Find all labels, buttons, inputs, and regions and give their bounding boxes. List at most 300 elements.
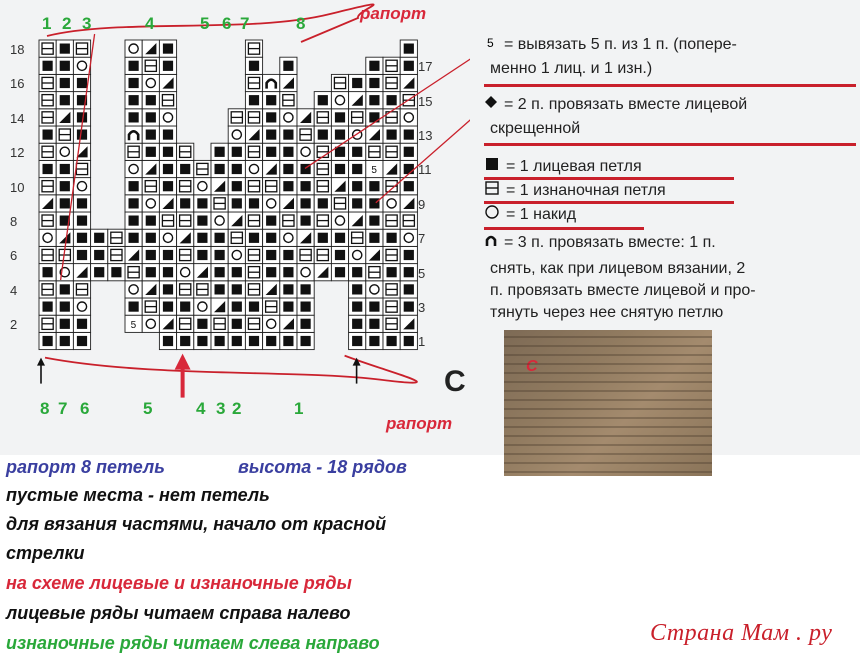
note-empty: пустые места - нет петель (6, 485, 270, 505)
svg-text:5: 5 (487, 36, 494, 50)
row-number-right: 15 (418, 93, 433, 109)
column-number-bottom: 5 (143, 399, 153, 418)
legend-text: = 1 изнаночная петля (506, 182, 666, 200)
knit-stitch-icon (369, 78, 379, 88)
knit-stitch-icon (369, 302, 379, 312)
knit-stitch-icon (352, 147, 362, 157)
knit-stitch-icon (283, 164, 293, 174)
knit-stitch-icon (215, 336, 225, 346)
knit-stitch-icon (335, 112, 345, 122)
knit-stitch-icon (301, 284, 311, 294)
note-height: высота - 18 рядов (238, 457, 407, 477)
chart-cell (194, 178, 211, 195)
knit-stitch-icon (232, 164, 242, 174)
knit-stitch-icon (387, 233, 397, 243)
row-number-left: 14 (10, 110, 25, 126)
chart-cell (142, 315, 159, 332)
chart-cell (228, 126, 245, 143)
knit-texture-line (504, 336, 712, 338)
knit-stitch-icon (129, 302, 139, 312)
knit-stitch-icon (215, 164, 225, 174)
knit-stitch-icon (318, 233, 328, 243)
row-number-left: 16 (10, 76, 25, 92)
knit-stitch-icon (249, 233, 259, 243)
knit-texture-line (504, 471, 712, 473)
knit-stitch-icon (249, 336, 259, 346)
knit-stitch-icon (387, 267, 397, 277)
knit-stitch-icon (111, 267, 121, 277)
chart-cell (142, 281, 159, 298)
legend-row (484, 232, 716, 253)
row-number-left: 6 (10, 248, 18, 264)
legend-text: = 1 лицевая петля (506, 158, 642, 176)
legend-separator (484, 201, 734, 204)
knit-stitch-icon (60, 284, 70, 294)
knit-stitch-icon (77, 198, 87, 208)
knit-stitch-icon (369, 198, 379, 208)
knit-stitch-icon (60, 319, 70, 329)
knit-stitch-icon (266, 130, 276, 140)
knit-stitch-icon (404, 61, 414, 71)
knit-texture-line (504, 408, 712, 410)
knit-texture-line (504, 417, 712, 419)
chart-cell (349, 246, 366, 263)
column-number-bottom: 8 (40, 399, 50, 418)
chart-cell (366, 281, 383, 298)
column-number-bottom: 6 (80, 399, 90, 418)
knit-stitch-icon (146, 216, 156, 226)
legend-text: тянуть через нее снятую петлю (490, 304, 724, 321)
knit-stitch-icon (301, 319, 311, 329)
knit-stitch-icon (404, 164, 414, 174)
knit-stitch-icon (369, 95, 379, 105)
knit-stitch-icon (369, 233, 379, 243)
knit-stitch-icon (232, 336, 242, 346)
chart-cell (211, 212, 228, 229)
knit-stitch-icon (404, 44, 414, 54)
chart-cell (125, 160, 142, 177)
note-parts-2: стрелки (6, 543, 85, 563)
knit-stitch-icon (43, 61, 53, 71)
legend-row (490, 302, 723, 323)
knit-stitch-icon (146, 250, 156, 260)
knit-stitch-icon (266, 95, 276, 105)
column-number-top: 8 (296, 14, 306, 33)
knit-stitch-icon (301, 336, 311, 346)
knit-stitch-icon (404, 336, 414, 346)
knit-stitch-icon (60, 181, 70, 191)
knit-stitch-icon (404, 302, 414, 312)
chart-cell (142, 40, 159, 57)
knit-stitch-icon (215, 233, 225, 243)
row-number-left: 4 (10, 282, 18, 298)
knit-stitch-icon (335, 250, 345, 260)
knit-stitch-icon (283, 130, 293, 140)
knit-stitch-icon (318, 95, 328, 105)
knit-stitch-icon (163, 267, 173, 277)
three-together-icon (484, 232, 498, 253)
repeat-bracket-bottom (45, 356, 417, 383)
chart-cell (73, 178, 90, 195)
legend-row (490, 280, 756, 301)
chart-cell (56, 229, 73, 246)
knit-stitch-icon (232, 181, 242, 191)
knit-stitch-icon (43, 336, 53, 346)
knit-stitch-icon (163, 181, 173, 191)
column-number-top: 6 (222, 14, 232, 33)
knit-stitch-icon (77, 130, 87, 140)
knit-stitch-icon (352, 267, 362, 277)
knit-stitch-icon (197, 250, 207, 260)
knit-stitch-icon (352, 181, 362, 191)
row-number-left: 2 (10, 317, 18, 333)
knit-stitch-icon (318, 130, 328, 140)
column-number-top: 7 (240, 14, 250, 33)
chart-cell (159, 195, 176, 212)
row-number-right: 3 (418, 300, 426, 315)
chart-cell (280, 229, 297, 246)
chart-cell (400, 229, 417, 246)
column-number-bottom: 3 (216, 399, 226, 418)
legend-text: снять, как при лицевом вязании, 2 (490, 260, 746, 277)
knit-stitch-icon (215, 147, 225, 157)
knit-stitch-icon (77, 319, 87, 329)
row-number-left: 12 (10, 145, 25, 161)
row-number-right: 13 (418, 128, 433, 143)
knit-stitch-icon (249, 95, 259, 105)
repeat-bracket-top (47, 4, 374, 42)
legend-text: = 1 накид (506, 206, 577, 224)
knit-stitch-icon (197, 233, 207, 243)
knit-stitch-icon (60, 198, 70, 208)
knit-stitch-icon (266, 267, 276, 277)
knit-stitch-icon (129, 112, 139, 122)
knit-stitch-icon (232, 302, 242, 312)
knit-stitch-icon (232, 319, 242, 329)
knit-stitch-icon (283, 181, 293, 191)
site-watermark: Страна Мам . ру (650, 620, 833, 646)
row-number-left: 18 (10, 42, 25, 57)
row-number-left: 8 (10, 214, 18, 229)
column-number-top: 3 (82, 14, 92, 33)
legend-text: скрещенной (490, 120, 581, 137)
chart-cell (159, 109, 176, 126)
chart-cell (297, 229, 314, 246)
knit-texture-line (504, 390, 712, 392)
knit-stitch-icon (129, 78, 139, 88)
note-right-rows: лицевые ряды читаем справа налево (6, 603, 351, 623)
knit-stitch-icon (129, 95, 139, 105)
chart-cell (280, 109, 297, 126)
knit-stitch-icon (163, 250, 173, 260)
knit-stitch-icon (60, 302, 70, 312)
legend-text: = 2 п. провязать вместе лицевой (504, 96, 748, 113)
knit-stitch-icon (180, 336, 190, 346)
knit-stitch-icon (352, 319, 362, 329)
chart-cell (56, 143, 73, 160)
knit-stitch-icon (335, 130, 345, 140)
knit-stitch-icon (146, 95, 156, 105)
knit-stitch-icon (352, 198, 362, 208)
chart-cell (297, 143, 314, 160)
knit-texture-line (504, 372, 712, 374)
knit-stitch-icon (266, 250, 276, 260)
five-in-one-icon (484, 34, 498, 55)
legend-row (484, 94, 747, 115)
knit-stitch-icon (283, 61, 293, 71)
legend-row (490, 58, 652, 79)
knit-stitch-icon (60, 164, 70, 174)
knit-stitch-icon (146, 130, 156, 140)
column-number-bottom: 4 (196, 399, 206, 418)
chart-cell (56, 264, 73, 281)
knit-stitch-icon (129, 198, 139, 208)
knit-stitch-icon (94, 233, 104, 243)
knitted-sample-photo (504, 330, 712, 476)
knit-stitch-icon (232, 198, 242, 208)
legend-text: п. провязать вместе лицевой и про- (490, 282, 756, 299)
knit-stitch-icon (129, 233, 139, 243)
knit-stitch-icon (301, 216, 311, 226)
legend-row (484, 34, 737, 55)
chart-cell (142, 74, 159, 91)
knit-stitch-icon (352, 78, 362, 88)
chart-cell (263, 195, 280, 212)
two-crossed-icon (484, 94, 498, 115)
chart-letter: C (444, 365, 466, 398)
legend-row (484, 156, 642, 178)
row-number-left: 10 (10, 179, 25, 195)
knit-stitch-icon (283, 284, 293, 294)
knit-stitch-icon (129, 216, 139, 226)
row-number-right: 5 (418, 265, 426, 281)
knit-icon (484, 156, 500, 178)
knit-stitch-icon (369, 61, 379, 71)
knit-stitch-icon (197, 336, 207, 346)
knit-stitch-icon (215, 250, 225, 260)
knit-stitch-icon (387, 95, 397, 105)
chart-cell (73, 143, 90, 160)
knit-stitch-icon (283, 267, 293, 277)
legend-row (484, 204, 576, 226)
knit-stitch-icon (60, 336, 70, 346)
chart-cell (331, 92, 348, 109)
knit-stitch-icon (387, 130, 397, 140)
knit-stitch-icon (60, 44, 70, 54)
note-parts-1: для вязания частями, начало от красной (6, 514, 387, 534)
knit-stitch-icon (369, 319, 379, 329)
knit-stitch-icon (404, 284, 414, 294)
knit-stitch-icon (60, 61, 70, 71)
legend-text: = 3 п. провязать вместе: 1 п. (504, 234, 716, 251)
column-number-top: 5 (200, 14, 210, 33)
knit-stitch-icon (266, 216, 276, 226)
knit-stitch-icon (163, 336, 173, 346)
legend-text: = вывязать 5 п. из 1 п. (попере- (504, 36, 737, 53)
chart-cell (194, 298, 211, 315)
knit-stitch-icon (43, 130, 53, 140)
knit-stitch-icon (146, 147, 156, 157)
chart-cell (73, 57, 90, 74)
knit-stitch-icon (249, 198, 259, 208)
photo-letter: С (526, 358, 538, 375)
knit-stitch-icon (352, 164, 362, 174)
knit-stitch-icon (369, 112, 379, 122)
row-number-right: 9 (418, 196, 426, 212)
knit-stitch-icon (404, 181, 414, 191)
chart-cell (125, 281, 142, 298)
knit-stitch-icon (163, 147, 173, 157)
knit-stitch-icon (197, 319, 207, 329)
knit-stitch-icon (180, 164, 190, 174)
knit-stitch-icon (283, 250, 293, 260)
knit-stitch-icon (232, 267, 242, 277)
knit-stitch-icon (283, 336, 293, 346)
knit-stitch-icon (146, 233, 156, 243)
knit-stitch-icon (283, 302, 293, 312)
knit-stitch-icon (249, 61, 259, 71)
chart-cell (297, 264, 314, 281)
legend-separator (484, 177, 734, 180)
note-wrong-rows: изнаночные ряды читаем слева направо (6, 633, 380, 653)
knit-stitch-icon (215, 284, 225, 294)
knit-stitch-icon (197, 216, 207, 226)
chart-cell (73, 298, 90, 315)
knit-stitch-icon (404, 147, 414, 157)
knit-stitch-icon (163, 284, 173, 294)
row-number-right: 17 (418, 59, 433, 75)
chart-cell (263, 74, 280, 91)
chart-cell (263, 315, 280, 332)
knit-stitch-icon (335, 233, 345, 243)
knit-stitch-icon (369, 336, 379, 346)
knit-stitch-icon (43, 302, 53, 312)
knit-stitch-icon (352, 284, 362, 294)
chart-cell (125, 40, 142, 57)
chart-cell (331, 212, 348, 229)
knit-stitch-icon (266, 233, 276, 243)
legend-row (490, 118, 580, 139)
note-repeat: рапорт 8 петель (6, 457, 165, 477)
knit-stitch-icon (301, 181, 311, 191)
knit-stitch-icon (129, 181, 139, 191)
knit-stitch-icon (43, 164, 53, 174)
knit-stitch-icon (283, 147, 293, 157)
knit-stitch-icon (77, 216, 87, 226)
knit-texture-line (504, 453, 712, 455)
knit-texture-line (504, 444, 712, 446)
chart-cell (159, 229, 176, 246)
knit-stitch-icon (94, 267, 104, 277)
knit-stitch-icon (301, 302, 311, 312)
knit-stitch-icon (369, 181, 379, 191)
legend-row (484, 180, 666, 202)
five-in-one-icon: 5 (371, 165, 377, 176)
chart-cell (228, 246, 245, 263)
legend-row (490, 258, 745, 279)
knit-stitch-icon (60, 95, 70, 105)
knit-stitch-icon (404, 250, 414, 260)
knit-texture-line (504, 345, 712, 347)
knit-stitch-icon (266, 147, 276, 157)
chart-cell (142, 160, 159, 177)
chart-cell (125, 126, 142, 143)
knit-texture-line (504, 462, 712, 464)
knit-stitch-icon (146, 112, 156, 122)
legend-separator (484, 143, 856, 146)
row-number-right: 1 (418, 334, 426, 350)
legend-text: менно 1 лиц. и 1 изн.) (490, 60, 653, 77)
repeat-label-bottom: рапорт (386, 414, 453, 433)
column-number-top: 1 (42, 14, 52, 33)
knit-stitch-icon (180, 198, 190, 208)
column-number-top: 2 (62, 14, 72, 33)
knit-stitch-icon (197, 198, 207, 208)
knit-stitch-icon (163, 302, 173, 312)
knit-stitch-icon (404, 130, 414, 140)
knit-stitch-icon (335, 267, 345, 277)
knit-stitch-icon (180, 302, 190, 312)
column-number-top: 4 (145, 14, 155, 33)
knit-stitch-icon (266, 112, 276, 122)
note-rows: на схеме лицевые и изнаночные ряды (6, 573, 352, 593)
legend-separator (484, 84, 856, 87)
knit-stitch-icon (94, 250, 104, 260)
knit-texture-line (504, 381, 712, 383)
column-number-bottom: 7 (58, 399, 68, 418)
chart-cell (383, 195, 400, 212)
knit-stitch-icon (77, 233, 87, 243)
chart-cell (142, 195, 159, 212)
chart-cell (177, 264, 194, 281)
five-in-one-icon: 5 (130, 319, 137, 331)
knit-stitch-icon (352, 302, 362, 312)
knit-stitch-icon (232, 147, 242, 157)
knit-stitch-icon (352, 336, 362, 346)
knit-stitch-icon (163, 164, 173, 174)
knit-texture-line (504, 435, 712, 437)
knit-stitch-icon (215, 267, 225, 277)
chart-cell (39, 195, 56, 212)
yarn-over-icon (484, 204, 500, 226)
knit-stitch-icon (232, 284, 242, 294)
legend-separator (484, 227, 644, 230)
chart-cell (245, 160, 262, 177)
knit-stitch-icon (163, 130, 173, 140)
knit-stitch-icon (146, 267, 156, 277)
column-number-bottom: 1 (294, 399, 304, 418)
knit-stitch-icon (60, 78, 70, 88)
knit-stitch-icon (249, 302, 259, 312)
row-number-right: 7 (418, 231, 426, 247)
knit-stitch-icon (404, 267, 414, 277)
knit-stitch-icon (77, 78, 87, 88)
knit-stitch-icon (163, 61, 173, 71)
knit-stitch-icon (387, 336, 397, 346)
knit-texture-line (504, 426, 712, 428)
repeat-label-top: рапорт (360, 4, 427, 23)
knit-stitch-icon (369, 216, 379, 226)
knit-texture-line (504, 354, 712, 356)
knit-stitch-icon (43, 267, 53, 277)
chart-cell (280, 195, 297, 212)
knit-stitch-icon (163, 44, 173, 54)
knit-texture-line (504, 363, 712, 365)
knitting-chart-grid (0, 0, 470, 455)
knit-stitch-icon (77, 336, 87, 346)
knit-stitch-icon (129, 61, 139, 71)
row-number-right: 11 (418, 162, 432, 178)
